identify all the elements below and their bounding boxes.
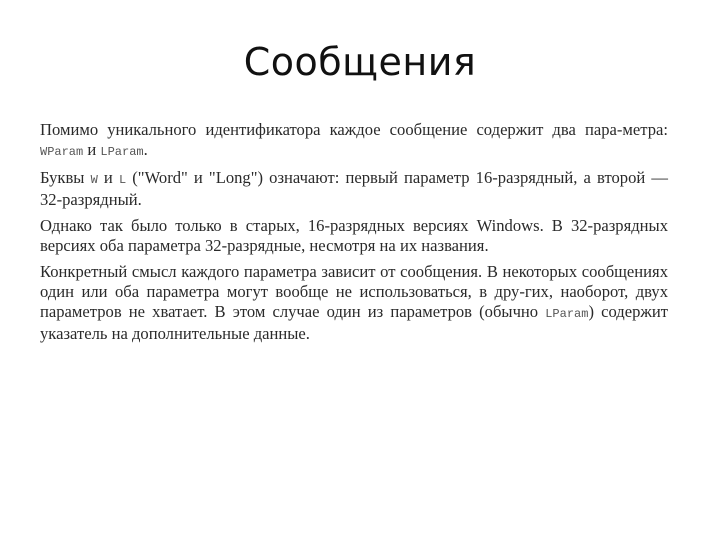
code-lparam: LParam xyxy=(100,145,144,159)
paragraph-2-text-b: и xyxy=(97,168,119,187)
paragraph-4 xyxy=(40,262,668,344)
code-l: L xyxy=(118,173,127,187)
paragraph-4-text-b: ) содержит указатель на дополнительные данные. xyxy=(40,302,669,343)
paragraph-2-text-c: ("Word" и "Long") означают: первый параметр 16-разрядный, а второй — 32-разрядный. xyxy=(40,168,668,209)
paragraph-1-text-b: и xyxy=(83,140,101,159)
paragraph-2-text-a: Буквы xyxy=(40,168,91,187)
slide-body xyxy=(40,120,668,350)
slide-title: Сообщения xyxy=(243,40,477,84)
code-w: W xyxy=(90,173,98,187)
code-lparam-2: LParam xyxy=(545,307,589,321)
paragraph-4-text-a: Конкретный смысл каждого параметра зависит от сообщения. В некоторых сообщениях один или оба параметра могут вообще не использоваться, в дру-гих, наоборот, двух параметров не хватает. В этом случае один из параметров (обычно xyxy=(40,262,668,321)
paragraph-1-text-c: . xyxy=(143,140,148,159)
paragraph-3-text: Однако так было только в старых, 16-разрядных версиях Windows. В 32-разрядных версиях оба параметра 32-разрядные, несмотря на их названия. xyxy=(40,216,668,255)
paragraph-2 xyxy=(40,168,668,210)
paragraph-3 xyxy=(40,216,668,256)
paragraph-1 xyxy=(40,120,668,162)
paragraph-1-text-a: Помимо уникального идентификатора каждое сообщение содержит два пара-метра: xyxy=(40,120,668,139)
code-wparam: WParam xyxy=(40,145,84,159)
